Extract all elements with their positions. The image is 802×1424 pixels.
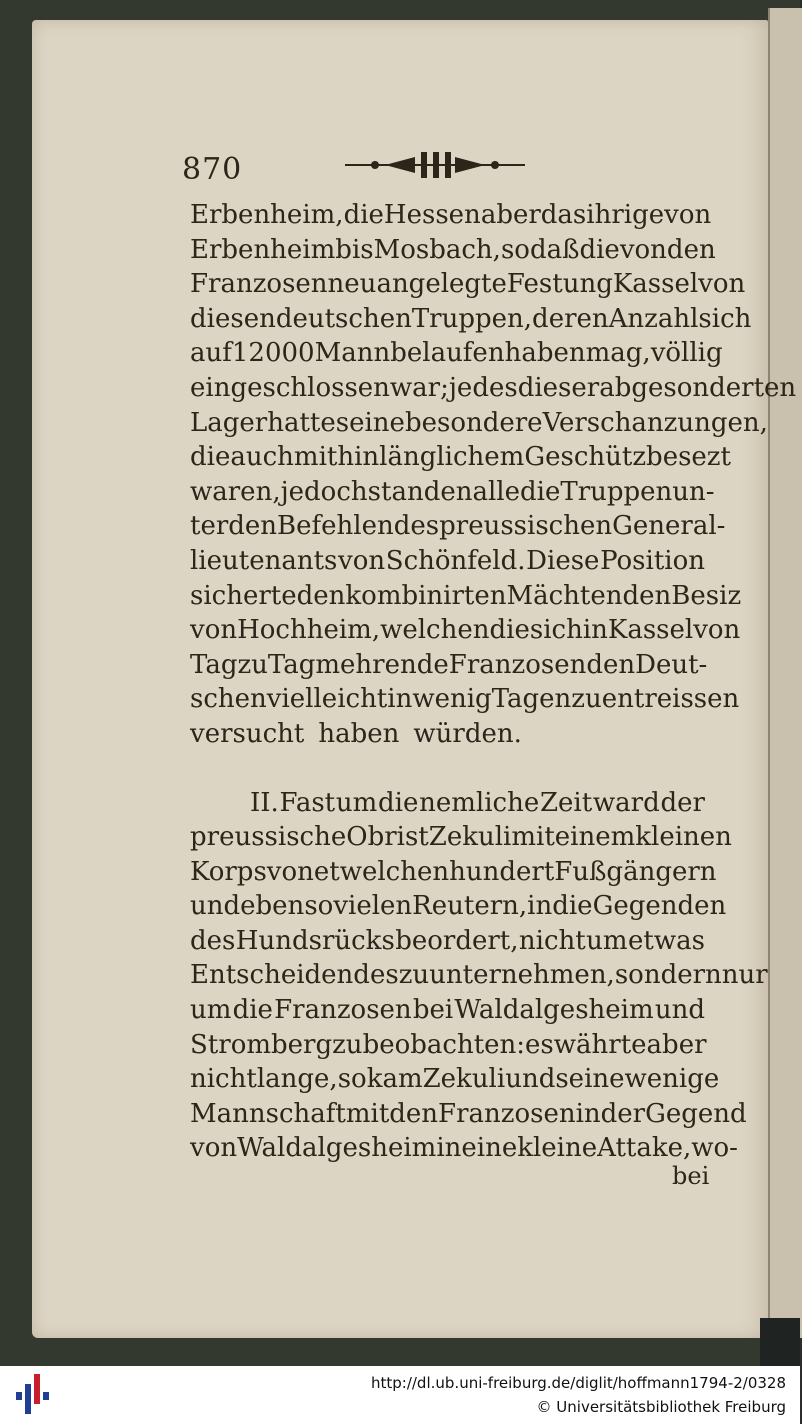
text-line	[190, 924, 705, 959]
text-line	[190, 889, 727, 924]
word: waren,	[190, 476, 281, 507]
word: jedoch	[280, 476, 368, 507]
word: versucht	[190, 718, 305, 749]
word: un-	[672, 476, 715, 507]
word: von	[266, 856, 314, 887]
word: besondere	[404, 407, 543, 438]
word: Franzosen	[448, 649, 587, 680]
word: die	[579, 234, 620, 265]
book-clip	[760, 1318, 800, 1366]
word: und	[505, 1064, 556, 1095]
word: der	[600, 1098, 646, 1129]
word: kleine	[517, 1133, 598, 1164]
word: den	[586, 649, 636, 680]
word: von	[698, 269, 746, 300]
word: Mächten	[506, 580, 623, 611]
word: einem	[554, 822, 636, 853]
word: Festung	[506, 269, 613, 300]
word: jedes	[448, 372, 518, 403]
word: eben	[240, 891, 305, 922]
word: Franzosen	[190, 269, 328, 300]
word: hinlänglichem	[337, 442, 525, 473]
word: welchen	[380, 615, 490, 646]
word: Gegend	[645, 1098, 747, 1129]
word: sich	[529, 615, 583, 646]
word: die	[552, 891, 593, 922]
word: schen	[190, 684, 267, 715]
word: Obrist	[346, 822, 429, 853]
word: beobachten:	[362, 1029, 526, 1060]
word: völlig	[650, 338, 723, 369]
word: Waldalgesheim	[454, 995, 654, 1026]
word: etwas	[628, 925, 705, 956]
word: des	[190, 925, 236, 956]
text-line	[190, 406, 768, 441]
word: sich	[698, 303, 752, 334]
word: General-	[612, 511, 726, 542]
word: von	[338, 545, 386, 576]
word: kombinirten	[345, 580, 507, 611]
word: Besiz	[671, 580, 742, 611]
word: daß	[529, 234, 580, 265]
word: nicht	[190, 1064, 257, 1095]
word: Gegenden	[592, 891, 727, 922]
word: zu	[332, 1029, 363, 1060]
word: den	[622, 580, 672, 611]
word: des	[393, 511, 440, 542]
paragraph-2	[190, 786, 768, 1167]
word: Hundsrücks	[235, 925, 395, 956]
word: nur	[721, 960, 768, 991]
word: der	[660, 787, 705, 818]
text-line	[190, 198, 712, 233]
word: belaufen	[390, 338, 505, 369]
word: von	[190, 1133, 238, 1164]
word: den	[228, 511, 278, 542]
word: um	[335, 787, 378, 818]
word: zu	[237, 649, 268, 680]
text-line	[190, 682, 740, 717]
text-line	[190, 820, 732, 855]
word: Mann	[314, 338, 391, 369]
text-line	[190, 717, 705, 752]
text-line	[190, 855, 717, 890]
word: bei	[412, 995, 454, 1026]
word: Hessen	[383, 200, 481, 230]
word: war;	[389, 372, 449, 403]
word: um	[190, 995, 232, 1026]
word: nicht	[518, 925, 586, 956]
word: Fußgängern	[554, 856, 717, 887]
text-line	[190, 302, 752, 337]
word: mehrende	[315, 649, 449, 680]
word: standen	[367, 476, 473, 507]
word: von	[190, 615, 238, 646]
word: mit	[345, 1098, 390, 1129]
word: von	[664, 200, 712, 230]
text-line	[190, 1097, 747, 1132]
word: auf	[190, 338, 232, 369]
word: deutschen	[275, 303, 412, 334]
word: zu	[571, 684, 602, 715]
word: Franzosen	[274, 995, 412, 1026]
word: währte	[553, 1029, 647, 1060]
word: preussischen	[439, 511, 613, 542]
word: mit	[293, 442, 338, 473]
word: mit	[511, 822, 555, 853]
word: vielleicht	[266, 684, 388, 715]
word: II.	[250, 787, 279, 818]
text-line	[190, 267, 746, 302]
word: dieser	[517, 372, 600, 403]
word: aber	[480, 200, 541, 230]
word: es	[525, 1029, 554, 1060]
word: kleinen	[635, 822, 732, 853]
word: entreissen	[601, 684, 740, 715]
word: Mannschaft	[190, 1098, 346, 1129]
text-line	[190, 613, 741, 648]
word: Tag	[190, 649, 238, 680]
word: deren	[532, 303, 609, 334]
word: Kassel	[607, 615, 694, 646]
word: ihrige	[586, 200, 665, 230]
word: Waldalgesheim	[237, 1133, 437, 1164]
word: zu	[398, 960, 430, 991]
text-line	[190, 786, 705, 821]
ornament-icon	[345, 148, 525, 182]
word: hatte	[267, 407, 336, 438]
word: Deut-	[635, 649, 708, 680]
word: ward	[592, 787, 660, 818]
word: in	[527, 891, 553, 922]
word: in	[387, 684, 413, 715]
word: Lager	[190, 407, 268, 438]
paragraph-1	[190, 198, 797, 752]
word: eine	[461, 1133, 518, 1164]
body-text	[190, 198, 797, 1166]
word: Entscheidendes	[190, 960, 399, 991]
word: Zekuli	[428, 822, 512, 853]
word: 12000	[231, 338, 315, 369]
text-line	[190, 1028, 705, 1063]
text-line	[190, 475, 715, 510]
word: und	[190, 891, 241, 922]
word: sondern	[614, 960, 722, 991]
word: den	[666, 234, 716, 265]
word: alle	[472, 476, 520, 507]
word: die	[489, 615, 530, 646]
word: das	[540, 200, 587, 230]
word: aber	[646, 1029, 707, 1060]
word: abgesonderten	[599, 372, 797, 403]
word: Zeit	[539, 787, 593, 818]
text-line	[190, 993, 705, 1028]
word: bis	[335, 234, 374, 265]
word: in	[436, 1133, 462, 1164]
word: auch	[230, 442, 294, 473]
word: besezt	[646, 442, 731, 473]
word: diesen	[190, 303, 276, 334]
word: Hochheim,	[237, 615, 381, 646]
text-line	[190, 440, 731, 475]
text-line	[190, 1062, 720, 1097]
word: etwelchen	[313, 856, 450, 887]
text-line	[190, 336, 723, 371]
word: Anzahl	[608, 303, 699, 334]
page-edge-shadow	[768, 8, 802, 1338]
word: wenige	[624, 1064, 720, 1095]
word: angelegte	[376, 269, 507, 300]
page-number: 870	[182, 152, 243, 187]
word: die	[343, 200, 384, 230]
word: Diese	[526, 545, 600, 576]
word: beordert,	[395, 925, 519, 956]
text-line	[190, 233, 716, 268]
word: vielen	[333, 891, 413, 922]
word: Fast	[279, 787, 336, 818]
word: eingeschlossen	[190, 372, 390, 403]
text-line	[190, 371, 797, 406]
word: seine	[335, 407, 405, 438]
text-line	[190, 648, 708, 683]
word: Tagen	[491, 684, 572, 715]
word: wo-	[691, 1133, 738, 1164]
word: Mosbach,	[373, 234, 501, 265]
word: Truppen,	[411, 303, 533, 334]
word: neu	[327, 269, 377, 300]
word: haben	[504, 338, 586, 369]
word: die	[520, 476, 561, 507]
word: lieutenants	[190, 545, 338, 576]
word: so	[500, 234, 530, 265]
word: Geschütz	[524, 442, 647, 473]
word: Schönfeld.	[385, 545, 526, 576]
word: nemliche	[419, 787, 540, 818]
word: haben	[318, 718, 400, 749]
word: mag,	[585, 338, 651, 369]
word: preussische	[190, 822, 347, 853]
text-line	[190, 579, 742, 614]
text-line	[190, 1131, 738, 1166]
library-logo-icon	[12, 1372, 56, 1418]
word: Korps	[190, 856, 267, 887]
word: in	[582, 615, 608, 646]
word: Zekuli	[422, 1064, 506, 1095]
word: Reutern,	[412, 891, 528, 922]
word: die	[232, 995, 273, 1026]
word: lange,	[256, 1064, 338, 1095]
word: sicherte	[190, 580, 297, 611]
word: die	[378, 787, 419, 818]
text-line	[190, 509, 726, 544]
word: den	[389, 1098, 439, 1129]
word: von	[693, 615, 741, 646]
word: hundert	[449, 856, 555, 887]
word: Attake,	[597, 1133, 692, 1164]
word: Erbenheim	[190, 234, 336, 265]
source-url[interactable]: http://dl.ub.uni-freiburg.de/diglit/hoffmann1794-2/0328	[370, 1374, 786, 1392]
word: Verschanzungen,	[542, 407, 768, 438]
word: unternehmen,	[429, 960, 615, 991]
word: in	[575, 1098, 601, 1129]
word: den	[296, 580, 346, 611]
word: ter	[190, 511, 229, 542]
word: Franzosen	[438, 1098, 576, 1129]
footer-bar	[0, 1366, 800, 1424]
word: seine	[555, 1064, 625, 1095]
word: so	[304, 891, 334, 922]
word: und	[654, 995, 705, 1026]
word: Stromberg	[190, 1029, 333, 1060]
text-line	[190, 544, 705, 579]
word: Erbenheim,	[190, 200, 344, 230]
word: die	[190, 442, 231, 473]
word: würden.	[413, 718, 522, 749]
word: von	[619, 234, 667, 265]
word: Tag	[267, 649, 316, 680]
word: Befehlen	[277, 511, 394, 542]
word: wenig	[412, 684, 492, 715]
text-line	[190, 958, 768, 993]
word: um	[586, 925, 628, 956]
word: kam	[366, 1064, 423, 1095]
word: Kassel	[612, 269, 699, 300]
word: Truppen	[560, 476, 673, 507]
word: so	[337, 1064, 367, 1095]
catchword: bei	[672, 1162, 710, 1190]
word: Position	[600, 545, 705, 576]
copyright-text: © Universitätsbibliothek Freiburg	[536, 1398, 786, 1416]
